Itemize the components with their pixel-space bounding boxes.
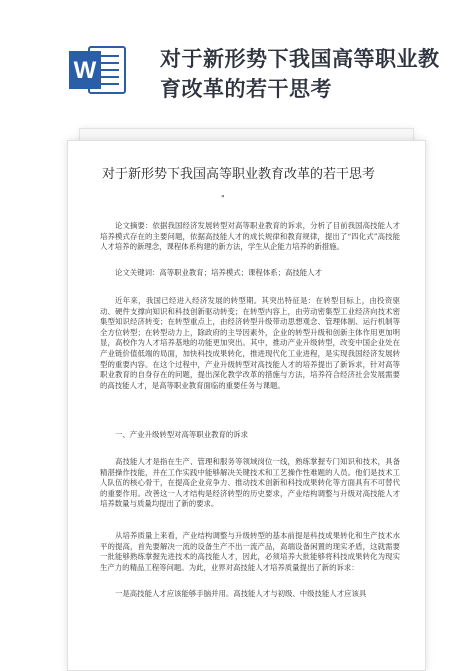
body-paragraph-4: 一是高技能人才应该能够手脑并用。高技能人才与初级、中级技能人才应该具: [115, 589, 367, 598]
document-page: [67, 140, 426, 671]
svg-text:W: W: [73, 57, 97, 84]
intro-paragraph: 近年来，我国已经进入经济发展的转型期。其突出特征是：在转型目标上，由投资驱动、硬件支撑向知识和科技创新驱动转变；在转型内容上，由劳动密集型工业经济向技术密集型知识经济转变；在转型重点上，由经济转型升级带动思想观念、管理体制、运行机制等全方位转型；在转型动力上，除政府的主导因素外，企业的转型升级和创新主体作用更加明显，高校作为人才培养基地的功能更加突出。其中，推动产业升级转型，改变中国企业处在产业链价值低端的局面，加快科技成果转化，推进现代化工业进程，是实现我国经济发展转型的重要内容。在这个过程中，产业升级转型对高技能人才的培养提出了新诉求，针对高等职业教育的自身存在的问题，提出深化教学改革的措施与方法，培养符合经济社会发展需要的高技能人才，是高等职业教育面临的重要任务与课题。: [100, 296, 400, 390]
page-title: 对于新形势下我国高等职业教育改革的若干思考: [102, 167, 376, 182]
body-paragraph-2: 高技能人才是指在生产、管理和服务等领域岗位一线，熟练掌握专门知识和技术，具备精湛操作技能，并在工作实践中能够解决关键技术和工艺操作性难题的人员。他们是技术工人队伍的核心骨干，在提高企业竞争力、推动技术创新和科技成果转化等方面具有不可替代的重要作用。改善这一人才结构是经济转型的历史要求，产业结构调整与升级对高技能人才培养数量与质量均提出了新的要求。: [100, 457, 400, 509]
page-mark: ": [221, 194, 225, 203]
keywords-paragraph: 论文关键词：高等职业教育；培养模式；课程体系；高技能人才: [115, 268, 322, 277]
section-heading: 一、产业升级转型对高等职业教育的诉求: [115, 430, 249, 439]
document-title: 对于新形势下我国高等职业教育改革的若干思考: [160, 47, 440, 101]
header: [0, 0, 474, 120]
word-document-icon: [69, 44, 127, 96]
abstract-paragraph: 论文摘要：依据我国经济发展转型对高等职业教育的诉求，分析了目前我国高技能人才培养模式存在的主要问题，依据高技能人才的成长规律和教育规律，提出了“四化式”高技能人才培养的新理念，课程体系构建的新方法，学生从企能力培养的新措施。: [100, 221, 400, 252]
body-paragraph-3: 从培养质量上来看，产业结构调整与升级转型的基本前提是科技成果转化和生产技术水平的提高，首先要解决一流的设备生产不出一流产品，高端设备闲置的现实矛盾，这就需要一批能够熟练掌握先进技术的高技能人才，因此，必须培养大批能够将科技成果转化为现实生产力的精品工程等问题。为此，业界对高技能人才培养质量提出了新的诉求：: [100, 531, 400, 572]
